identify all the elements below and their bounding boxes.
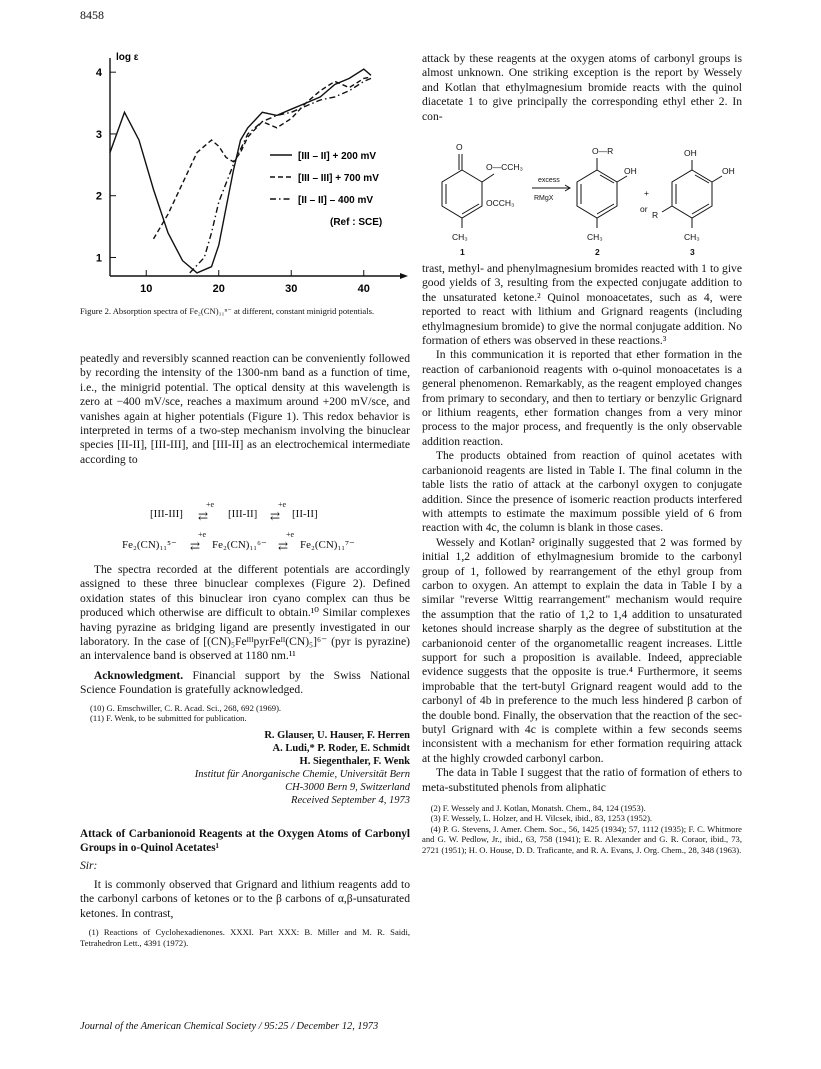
- atom-label: OH: [722, 166, 735, 176]
- eq-species: [III-II]: [228, 508, 258, 520]
- compound-number: 3: [690, 247, 695, 257]
- atom-label: OH: [624, 166, 637, 176]
- paragraph: In this communication it is reported that ether formation in the reaction of carbanionoid reagents with o-quinol monoacetates is a general phenomenon. Remarkably, as the reagent employed changes from primary to secondary, and then to tertiary or benzylic Grignard or lithium reagents, ether formation changes from a very minor process to the major process, and frequently is the only observable addition reaction.: [422, 348, 742, 448]
- eq-species: Fe₂(CN)₁₁⁶⁻: [212, 539, 267, 551]
- figure-caption: Figure 2. Absorption spectra of Fe₂(CN)₁₁ⁿ⁻ at different, constant minigrid potentials.: [80, 306, 375, 316]
- affiliation: [80, 768, 410, 807]
- plus-sign: +: [644, 188, 649, 198]
- references: [422, 803, 742, 855]
- ring-1: [442, 170, 482, 218]
- equation-block: [80, 500, 410, 560]
- x-tick-label: 20: [212, 283, 225, 295]
- x-tick-label: 10: [140, 283, 153, 295]
- compound-number: 2: [595, 247, 600, 257]
- reference: (11) F. Wenk, to be submitted for publication.: [90, 713, 247, 724]
- paragraph: trast, methyl- and phenylmagnesium bromides reacted with 1 to give good yields of 3, resulting from the expected conjugate addition to the unsaturated ketone.² Quinol monoacetates, such as 4, were reported to react with lithium and Grignard reagents (including ethylmagnesium bromide) to give the normal conjugate addition. No formation of ethers was observed in these reactions.³: [422, 262, 742, 348]
- legend-label: [II – II] – 400 mV: [298, 195, 374, 206]
- paragraph: Wessely and Kotlan² originally suggested that 2 was formed by initial 1,2 addition of ethylmagnesium bromide to the carbonyl group of 1, followed by rearrangement of the ethyl group from carbon to oxygen. An attempt to explain the data in Table I by a similar "reverse Wittig rearrangement" mechanism would require the assumption that the ratio of 1,2 to 1,4 addition to unsaturated ketones should increase sharply as the degree of substitution at the carbanionoid center of the organometallic reagent increases. Little support for such a proposition is available. Indeed, appreciable evidence suggests that the opposite is true.⁴ Furthermore, it seems improbable that the tert-butyl Grignard reagent would add to the carbonyl of 4b in preference to the much less hindered β carbon of the double bond. Finally, the observation that the reaction of the sec-butyl Grignard with 4c is complete within a few seconds seems inconsistent with a mechanism for ether formation requiring attack at the highly crowded carbonyl carbon.: [422, 535, 742, 765]
- series-line: [110, 69, 374, 273]
- paragraph: It is commonly observed that Grignard and lithium reagents add to the carbonyl carbons of ketones or to the β carbons of α,β-unsaturated ketones. In contrast,: [80, 877, 410, 920]
- eq-arrow-label: +e: [206, 500, 215, 509]
- paragraph: The spectra recorded at the different potentials are accordingly assigned to these three binuclear complexes (Figure 2). Defined oxidation states of this binuclear iron cyano complex can thus be produced which otherwise are difficult to obtain.¹⁰ Similar complexes having pyrazine as bridging ligand are presently investigated in our laboratory. In the case of [(CN)₅FeᴵᴵᴵpyrFeᴵᴵ(CN)₅]⁶⁻ (pyr is pyrazine) an intervalence band is observed at 1180 nm.¹¹: [80, 563, 410, 663]
- atom-label: O—R: [592, 146, 614, 156]
- y-axis-label: log ε: [116, 52, 139, 63]
- y-tick-label: 1: [95, 252, 102, 265]
- atom-label: CH₃: [452, 232, 468, 242]
- eq-species: [III-III]: [150, 508, 183, 520]
- references: [80, 703, 410, 724]
- y-tick-label: 4: [95, 67, 102, 80]
- equilibrium-arrow: ⇄: [190, 539, 201, 553]
- eq-arrow-label: +e: [198, 530, 207, 539]
- eq-species: [II-II]: [292, 508, 318, 520]
- atom-label: CH₃: [587, 232, 603, 242]
- x-axis-arrowhead: [400, 273, 408, 279]
- absorption-spectra-chart: [80, 40, 410, 302]
- left-column: [80, 352, 410, 467]
- reagent-label: RMgX: [534, 195, 554, 202]
- reference: (3) F. Wessely, L. Holzer, and H. Vilcsek, ibid., 83, 1253 (1952).: [430, 813, 653, 824]
- equilibrium-arrow: ⇄: [270, 509, 281, 523]
- affiliation-line: CH-3000 Bern 9, Switzerland: [285, 782, 410, 794]
- page-number: 8458: [80, 8, 104, 22]
- reference: (10) G. Emschwiller, C. R. Acad. Sci., 268, 692 (1969).: [90, 702, 282, 713]
- salutation: Sir:: [80, 859, 98, 873]
- right-column-cont: [422, 262, 742, 855]
- article-title: Attack of Carbanionoid Reagents at the Oxygen Atoms of Carbonyl Groups in o-Quinol Acetates¹: [80, 828, 410, 855]
- reaction-scheme: [422, 130, 742, 260]
- y-tick-label: 3: [95, 128, 102, 141]
- or-label: or: [640, 204, 648, 214]
- legend-ref: (Ref : SCE): [330, 217, 383, 228]
- ack-title: Acknowledgment.: [93, 668, 184, 682]
- right-column: [422, 52, 742, 124]
- legend-label: [III – II] + 200 mV: [298, 151, 377, 162]
- authors: [80, 729, 410, 768]
- atom-label: R: [652, 210, 659, 220]
- compound-number: 1: [460, 247, 465, 257]
- paragraph: The data in Table I suggest that the ratio of formation of ethers to meta-substituted phenols from aliphatic: [422, 766, 742, 794]
- eq-species: Fe₂(CN)₁₁⁵⁻: [122, 539, 177, 551]
- y-tick-label: 2: [95, 190, 102, 203]
- eq-arrow-label: +e: [278, 500, 287, 509]
- ring-3: [672, 170, 712, 218]
- equilibrium-arrow: ⇄: [278, 539, 289, 553]
- footnote: (1) Reactions of Cyclohexadienones. XXXI. Part XXX: B. Miller and M. R. Saidi, Tetrahedron Lett., 4391 (1972).: [80, 927, 410, 948]
- atom-label: OH: [684, 148, 697, 158]
- paragraph: The products obtained from reaction of quinol acetates with carbanionoid reagents are listed in Table I. The final column in the table lists the ratio of attack at the carbonyl oxygen to conjugate addition. Since the presence of isomeric reaction products interfered with attempts to estimate the maximum possible yield of 6 from reaction with 4c, the column is blank in those cases.: [422, 449, 742, 535]
- left-column-cont: [80, 563, 410, 948]
- x-tick-label: 30: [285, 283, 298, 295]
- paragraph: peatedly and reversibly scanned reaction can be conveniently followed by recording the intensity of the 1300-nm band as a function of time, i.e., the minigrid potential. The optical density at this wavelength is zero at −400 mV/sce, reaches a maximum around +200 mV/sce, and vanishes again at higher potentials (Figure 1). This redox behavior is interpreted in terms of a two-step mechanism involving the binuclear species [II-II], [III-III], and [III-II] as an electrochemical intermediate according to: [80, 352, 410, 466]
- eq-arrow-label: +e: [286, 530, 295, 539]
- atom-label: O: [456, 142, 463, 152]
- author-line: A. Ludi,* P. Roder, E. Schmidt: [272, 743, 410, 755]
- journal-footer: Journal of the American Chemical Society / 95:25 / December 12, 1973: [80, 1021, 379, 1032]
- paragraph: attack by these reagents at the oxygen atoms of carbonyl groups is almost unknown. One striking exception is the report by Wessely and Kotlan that ethylmagnesium bromide reacts with the quinol diacetate 1 to give principally the corresponding ethyl ether 2. In con-: [422, 52, 742, 123]
- eq-species: Fe₂(CN)₁₁⁷⁻: [300, 539, 355, 551]
- x-tick-label: 40: [357, 283, 370, 295]
- affiliation-line: Institut für Anorganische Chemie, Universität Bern: [194, 769, 410, 781]
- reference: (4) P. G. Stevens, J. Amer. Chem. Soc., 56, 1425 (1934); 57, 1112 (1935); F. C. Whitmore and G. W. Pedlow, Jr., ibid., 63, 758 (1941); E. R. Alexander and G. R. Coraor, ibid., 73, 2721 (1951); H. O. House, D. D. Traficante, and R. A. Evans, J. Org. Chem., 28, 348 (1963).: [422, 823, 742, 855]
- atom-label: O—CCH₃: [486, 162, 523, 172]
- legend-label: [III – III] + 700 mV: [298, 173, 379, 184]
- ring-2: [577, 170, 617, 218]
- ack-text: Financial support by the Swiss National Science Foundation is gratefully acknowledged.: [80, 668, 410, 697]
- reference: (2) F. Wessely and J. Kotlan, Monatsh. Chem., 84, 124 (1953).: [430, 803, 646, 814]
- received-date: Received September 4, 1973: [291, 795, 410, 807]
- acknowledgment: [80, 669, 410, 698]
- author-line: R. Glauser, U. Hauser, F. Herren: [264, 730, 410, 742]
- reagent-label: excess: [538, 177, 560, 184]
- atom-label: CH₃: [684, 232, 700, 242]
- author-line: H. Siegenthaler, F. Wenk: [299, 756, 410, 768]
- equilibrium-arrow: ⇄: [198, 509, 209, 523]
- atom-label: OCCH₃: [486, 198, 515, 208]
